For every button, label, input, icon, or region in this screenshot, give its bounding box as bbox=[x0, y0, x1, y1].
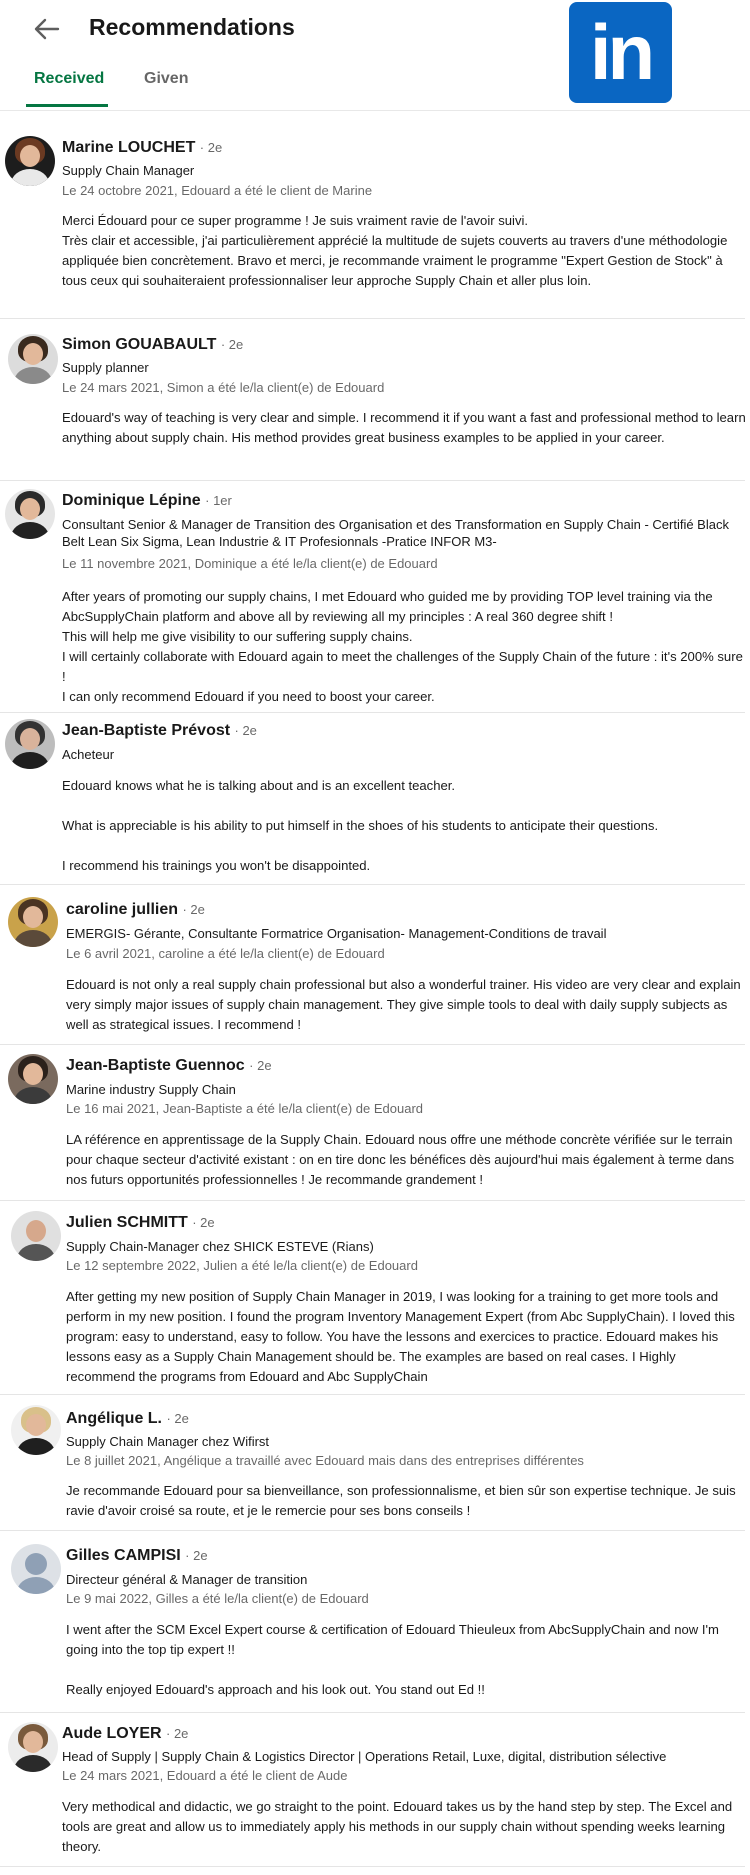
divider bbox=[0, 1044, 745, 1045]
recommendation-context: Le 6 avril 2021, caroline a été le/la client(e) de Edouard bbox=[66, 946, 385, 961]
avatar[interactable] bbox=[11, 1544, 61, 1594]
divider bbox=[0, 1866, 745, 1867]
recommendation-text: Edouard knows what he is talking about and is an excellent teacher. What is appreciable is his ability to put himself in the shoes of his students to anticipate their questions. I recommend his trainings you won't be disappointed. bbox=[62, 778, 659, 873]
recommendation-context: Le 24 mars 2021, Edouard a été le client de Aude bbox=[62, 1768, 348, 1783]
recommender-name[interactable]: Dominique Lépine · 1er bbox=[62, 492, 232, 509]
avatar[interactable] bbox=[8, 897, 58, 947]
recommendation-text: Je recommande Edouard pour sa bienveillance, son professionnalisme, et bien sûr son expertise technique. Je suis ravie d'avoir croisé sa route, et je le remercie pour ses bons conseils ! bbox=[66, 1483, 736, 1518]
recommender-name[interactable]: Marine LOUCHET · 2e bbox=[62, 139, 223, 156]
recommendation-context: Le 11 novembre 2021, Dominique a été le/la client(e) de Edouard bbox=[62, 556, 438, 571]
avatar[interactable] bbox=[5, 489, 55, 539]
recommendation-context: Le 24 octobre 2021, Edouard a été le client de Marine bbox=[62, 183, 373, 198]
avatar[interactable] bbox=[8, 334, 58, 384]
avatar[interactable] bbox=[11, 1405, 61, 1455]
recommendation-text: After years of promoting our supply chains, I met Edouard who guided me by providing TOP level training via the AbcSupplyChain platform and above all by reviewing all my principles : A real 360 degree shift ! This will help me give visibility to our suffering supply chains. I will certainly collaborate with Edouard again to meet the challenges of the Supply Chain of the future : it's 200% sure ! I can only recommend Edouard if you need to boost your career. bbox=[62, 589, 743, 704]
recommender-headline: Marine industry Supply Chain bbox=[66, 1082, 236, 1097]
recommender-name[interactable]: Simon GOUABAULT · 2e bbox=[62, 336, 244, 353]
recommendation-context: Le 16 mai 2021, Jean-Baptiste a été le/la client(e) de Edouard bbox=[66, 1101, 424, 1116]
arrow-left-icon bbox=[30, 12, 64, 46]
connection-degree: · 2e bbox=[166, 1411, 189, 1426]
connection-degree: · 1er bbox=[205, 493, 232, 508]
recommendation-text: Merci Édouard pour ce super programme ! Je suis vraiment ravie de l'avoir suivi. Très clair et accessible, j'ai particulièrement apprécié la multitude de sujets couverts au travers d'une méthodologie appliquée bien concrètement. Bravo et merci, je recommande vraiment le programme "Expert Gestion de Stock" à tous ceux qui souhaiteraient professionnaliser leur approche Supply Chain et aller plus loin. bbox=[62, 213, 728, 288]
recommender-name[interactable]: caroline jullien · 2e bbox=[66, 901, 205, 918]
recommender-name[interactable]: Julien SCHMITT · 2e bbox=[66, 1214, 215, 1231]
connection-degree: · 2e bbox=[220, 337, 244, 352]
connection-degree: · 2e bbox=[249, 1058, 272, 1073]
recommendation-text: After getting my new position of Supply Chain Manager in 2019, I was looking for a training to get more tools and perform in my new position. I found the program Inventory Management Expert (from Abc SupplyChain). I loved this program: easy to understand, easy to follow. You have the lessons and exercices to practice. Edouard makes his lessons easy as a Supply Chain Management should be. The examples are based on real cases. I Highly recommend the programs from Edouard and Abc SupplyChain bbox=[66, 1289, 735, 1384]
linkedin-logo bbox=[569, 2, 672, 103]
recommender-name[interactable]: Angélique L. · 2e bbox=[66, 1410, 189, 1427]
avatar[interactable] bbox=[11, 1211, 61, 1261]
divider bbox=[0, 480, 745, 481]
divider bbox=[0, 1530, 745, 1531]
recommendation-text: Very methodical and didactic, we go straight to the point. Edouard takes us by the hand step by step. The Excel and tools are great and allow us to immediately apply his methods in our supply chain without spending weeks learning theory. bbox=[62, 1799, 733, 1854]
recommender-headline: Consultant Senior & Manager de Transition des Organisation et des Transformation en Supply Chain - Certifié Black Belt Lean Six Sigma, Lean Industrie & IT Profesionnals -Pratice INFOR M3- bbox=[62, 517, 729, 549]
tab-received[interactable]: Received bbox=[34, 70, 105, 87]
avatar[interactable] bbox=[8, 1722, 58, 1772]
avatar[interactable] bbox=[8, 1054, 58, 1104]
divider bbox=[0, 884, 745, 885]
connection-degree: · 2e bbox=[192, 1215, 215, 1230]
recommender-name[interactable]: Jean-Baptiste Guennoc · 2e bbox=[66, 1057, 272, 1074]
recommender-headline: Head of Supply | Supply Chain & Logistics Director | Operations Retail, Luxe, digital, distribution sélective bbox=[62, 1749, 667, 1764]
recommendation-text: Edouard's way of teaching is very clear and simple. I recommend it if you want a fast and professional method to learn anything about supply chain. His method provides great business examples to be applied in your career. bbox=[62, 410, 746, 445]
recommender-headline: Directeur général & Manager de transition bbox=[66, 1572, 308, 1587]
recommendation-context: Le 9 mai 2022, Gilles a été le/la client(e) de Edouard bbox=[66, 1591, 369, 1606]
recommender-name[interactable]: Gilles CAMPISI · 2e bbox=[66, 1547, 208, 1564]
recommendation-text: I went after the SCM Excel Expert course & certification of Edouard Thieuleux from AbcSupplyChain and now I'm going into the top tip expert !! Really enjoyed Edouard's approach and his look out. You stand out Ed !! bbox=[66, 1622, 719, 1697]
back-button[interactable] bbox=[30, 12, 64, 46]
header bbox=[0, 0, 750, 110]
connection-degree: · 2e bbox=[166, 1726, 189, 1741]
avatar[interactable] bbox=[5, 136, 55, 186]
recommender-headline: Acheteur bbox=[62, 747, 115, 762]
divider bbox=[0, 712, 745, 713]
divider bbox=[0, 1200, 745, 1201]
divider bbox=[0, 1712, 745, 1713]
recommendation-text: Edouard is not only a real supply chain professional but also a wonderful trainer. His video are very clear and explain very simply major issues of supply chain management. They give simple tools to deal with daily supply subjects as well as strategical issues. I recommend ! bbox=[66, 977, 741, 1032]
recommendation-text: LA référence en apprentissage de la Supply Chain. Edouard nous offre une méthode concrète vérifiée sur le terrain pour chaque secteur d'activité existant : on en tire donc les bénéfices dès aujourd'hui mais également à terme dans nos futurs opportunités professionnelles ! Je recommande grandement ! bbox=[66, 1132, 735, 1187]
connection-degree: · 2e bbox=[182, 902, 205, 917]
connection-degree: · 2e bbox=[234, 723, 257, 738]
recommender-headline: Supply Chain Manager bbox=[62, 163, 195, 178]
page-title: Recommendations bbox=[89, 14, 295, 40]
recommender-headline: EMERGIS- Gérante, Consultante Formatrice Organisation- Management-Conditions de travail bbox=[66, 926, 607, 941]
recommender-headline: Supply Chain-Manager chez SHICK ESTEVE (Rians) bbox=[66, 1239, 374, 1254]
recommendation-context: Le 24 mars 2021, Simon a été le/la client(e) de Edouard bbox=[62, 380, 385, 395]
recommendation-context: Le 8 juillet 2021, Angélique a travaillé avec Edouard mais dans des entreprises différentes bbox=[66, 1453, 584, 1468]
connection-degree: · 2e bbox=[185, 1548, 208, 1563]
tab-active-indicator bbox=[26, 104, 108, 107]
recommender-headline: Supply Chain Manager chez Wifirst bbox=[66, 1434, 270, 1449]
linkedin-logo-text: in bbox=[589, 8, 652, 96]
tab-given[interactable]: Given bbox=[144, 70, 189, 87]
divider bbox=[0, 318, 745, 319]
header-divider bbox=[0, 110, 750, 111]
connection-degree: · 2e bbox=[199, 140, 223, 155]
recommender-headline: Supply planner bbox=[62, 360, 149, 375]
divider bbox=[0, 1394, 745, 1395]
recommender-name[interactable]: Jean-Baptiste Prévost · 2e bbox=[62, 722, 257, 739]
avatar[interactable] bbox=[5, 719, 55, 769]
recommendation-context: Le 12 septembre 2022, Julien a été le/la client(e) de Edouard bbox=[66, 1258, 418, 1273]
recommender-name[interactable]: Aude LOYER · 2e bbox=[62, 1725, 189, 1742]
